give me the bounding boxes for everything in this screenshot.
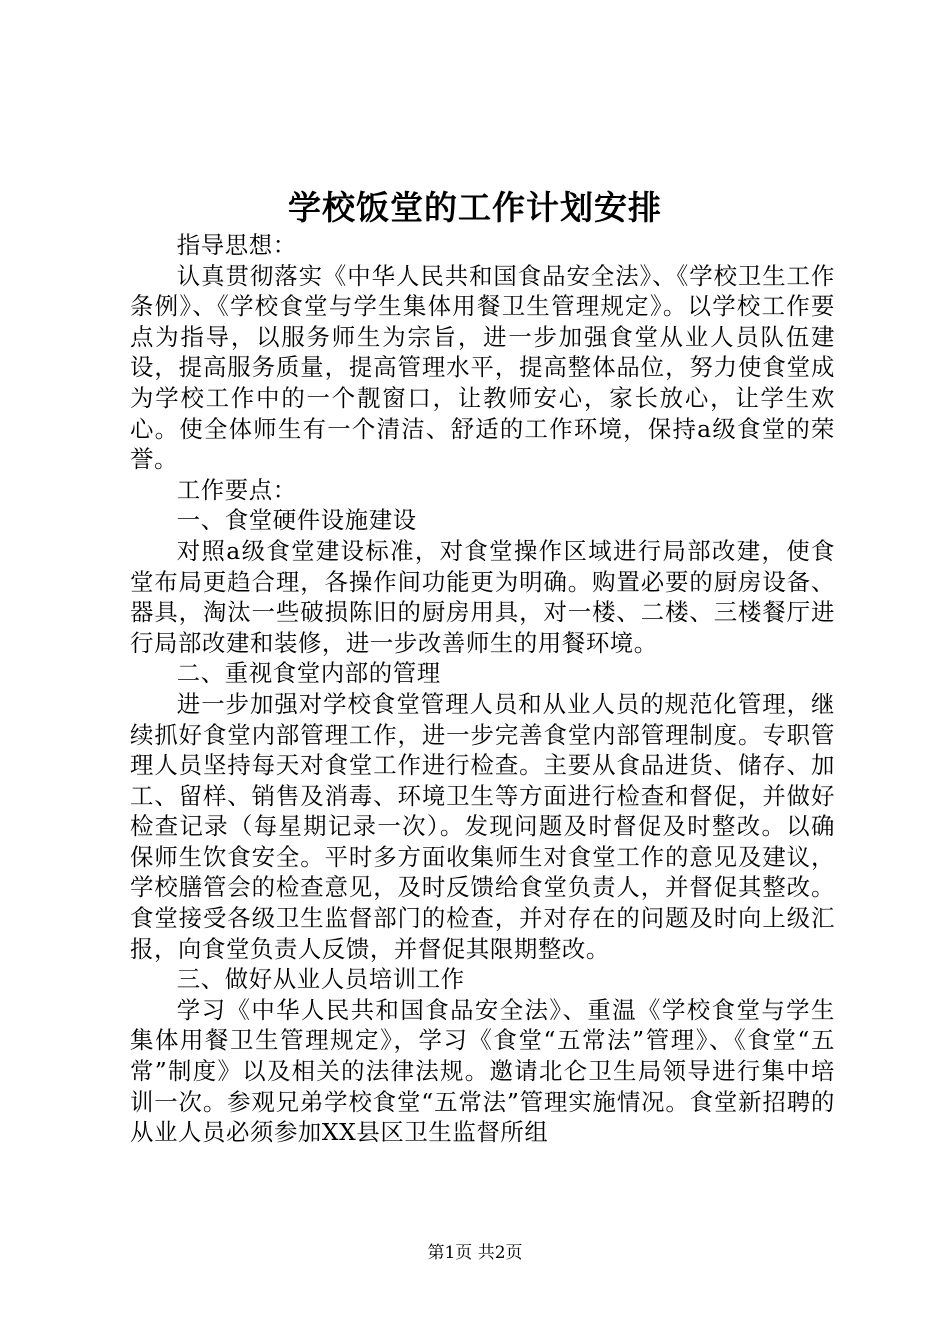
paragraph-staff-training: 学习《中华人民共和国食品安全法》、重温《学校食堂与学生集体用餐卫生管理规定》，学习《食堂“五常法”管理》、《食堂“五常”制度》以及相关的法律法规。邀请北仑卫生局领导进行集中培训一次。参观兄弟学校食堂“五常法”管理实施情况。食堂新招聘的从业人员必须参加XX县区卫生监督所组 [130,995,835,1147]
subheading-internal-management: 二、重视食堂内部的管理 [176,659,441,688]
section-heading-work-points: 工作要点： [176,475,297,504]
paragraph-hardware: 对照a级食堂建设标准，对食堂操作区域进行局部改建，使食堂布局更趋合理，各操作间功能更为明确。购置必要的厨房设备、器具，淘汰一些破损陈旧的厨房用具，对一楼、二楼、三楼餐厅进行局部改建和装修，进一步改善师生的用餐环境。 [130,536,835,657]
subheading-staff-training: 三、做好从业人员培训工作 [176,965,465,994]
page-footer: 第1页 共2页 [427,1243,523,1263]
subheading-hardware: 一、食堂硬件设施建设 [176,506,417,535]
section-heading-guiding-thought: 指导思想： [176,231,297,259]
document-title: 学校饭堂的工作计划安排 [288,188,662,227]
document-body [130,230,835,1148]
paragraph-guiding-thought: 认真贯彻落实《中华人民共和国食品安全法》、《学校卫生工作条例》、《学校食堂与学生集体用餐卫生管理规定》。以学校工作要点为指导，以服务师生为宗旨，进一步加强食堂从业人员队伍建设，提高服务质量，提高管理水平，提高整体品位，努力使食堂成为学校工作中的一个靓窗口，让教师安心，家长放心，让学生欢心。使全体师生有一个清洁、舒适的工作环境，保持a级食堂的荣誉。 [130,261,835,474]
paragraph-internal-management: 进一步加强对学校食堂管理人员和从业人员的规范化管理，继续抓好食堂内部管理工作，进一步完善食堂内部管理制度。专职管理人员坚持每天对食堂工作进行检查。主要从食品进货、储存、加工、留样、销售及消毒、环境卫生等方面进行检查和督促，并做好检查记录（每星期记录一次）。发现问题及时督促及时整改。以确保师生饮食安全。平时多方面收集师生对食堂工作的意见及建议，学校膳管会的检查意见，及时反馈给食堂负责人，并督促其整改。食堂接受各级卫生监督部门的检查，并对存在的问题及时向上级汇报，向食堂负责人反馈，并督促其限期整改。 [130,689,835,963]
